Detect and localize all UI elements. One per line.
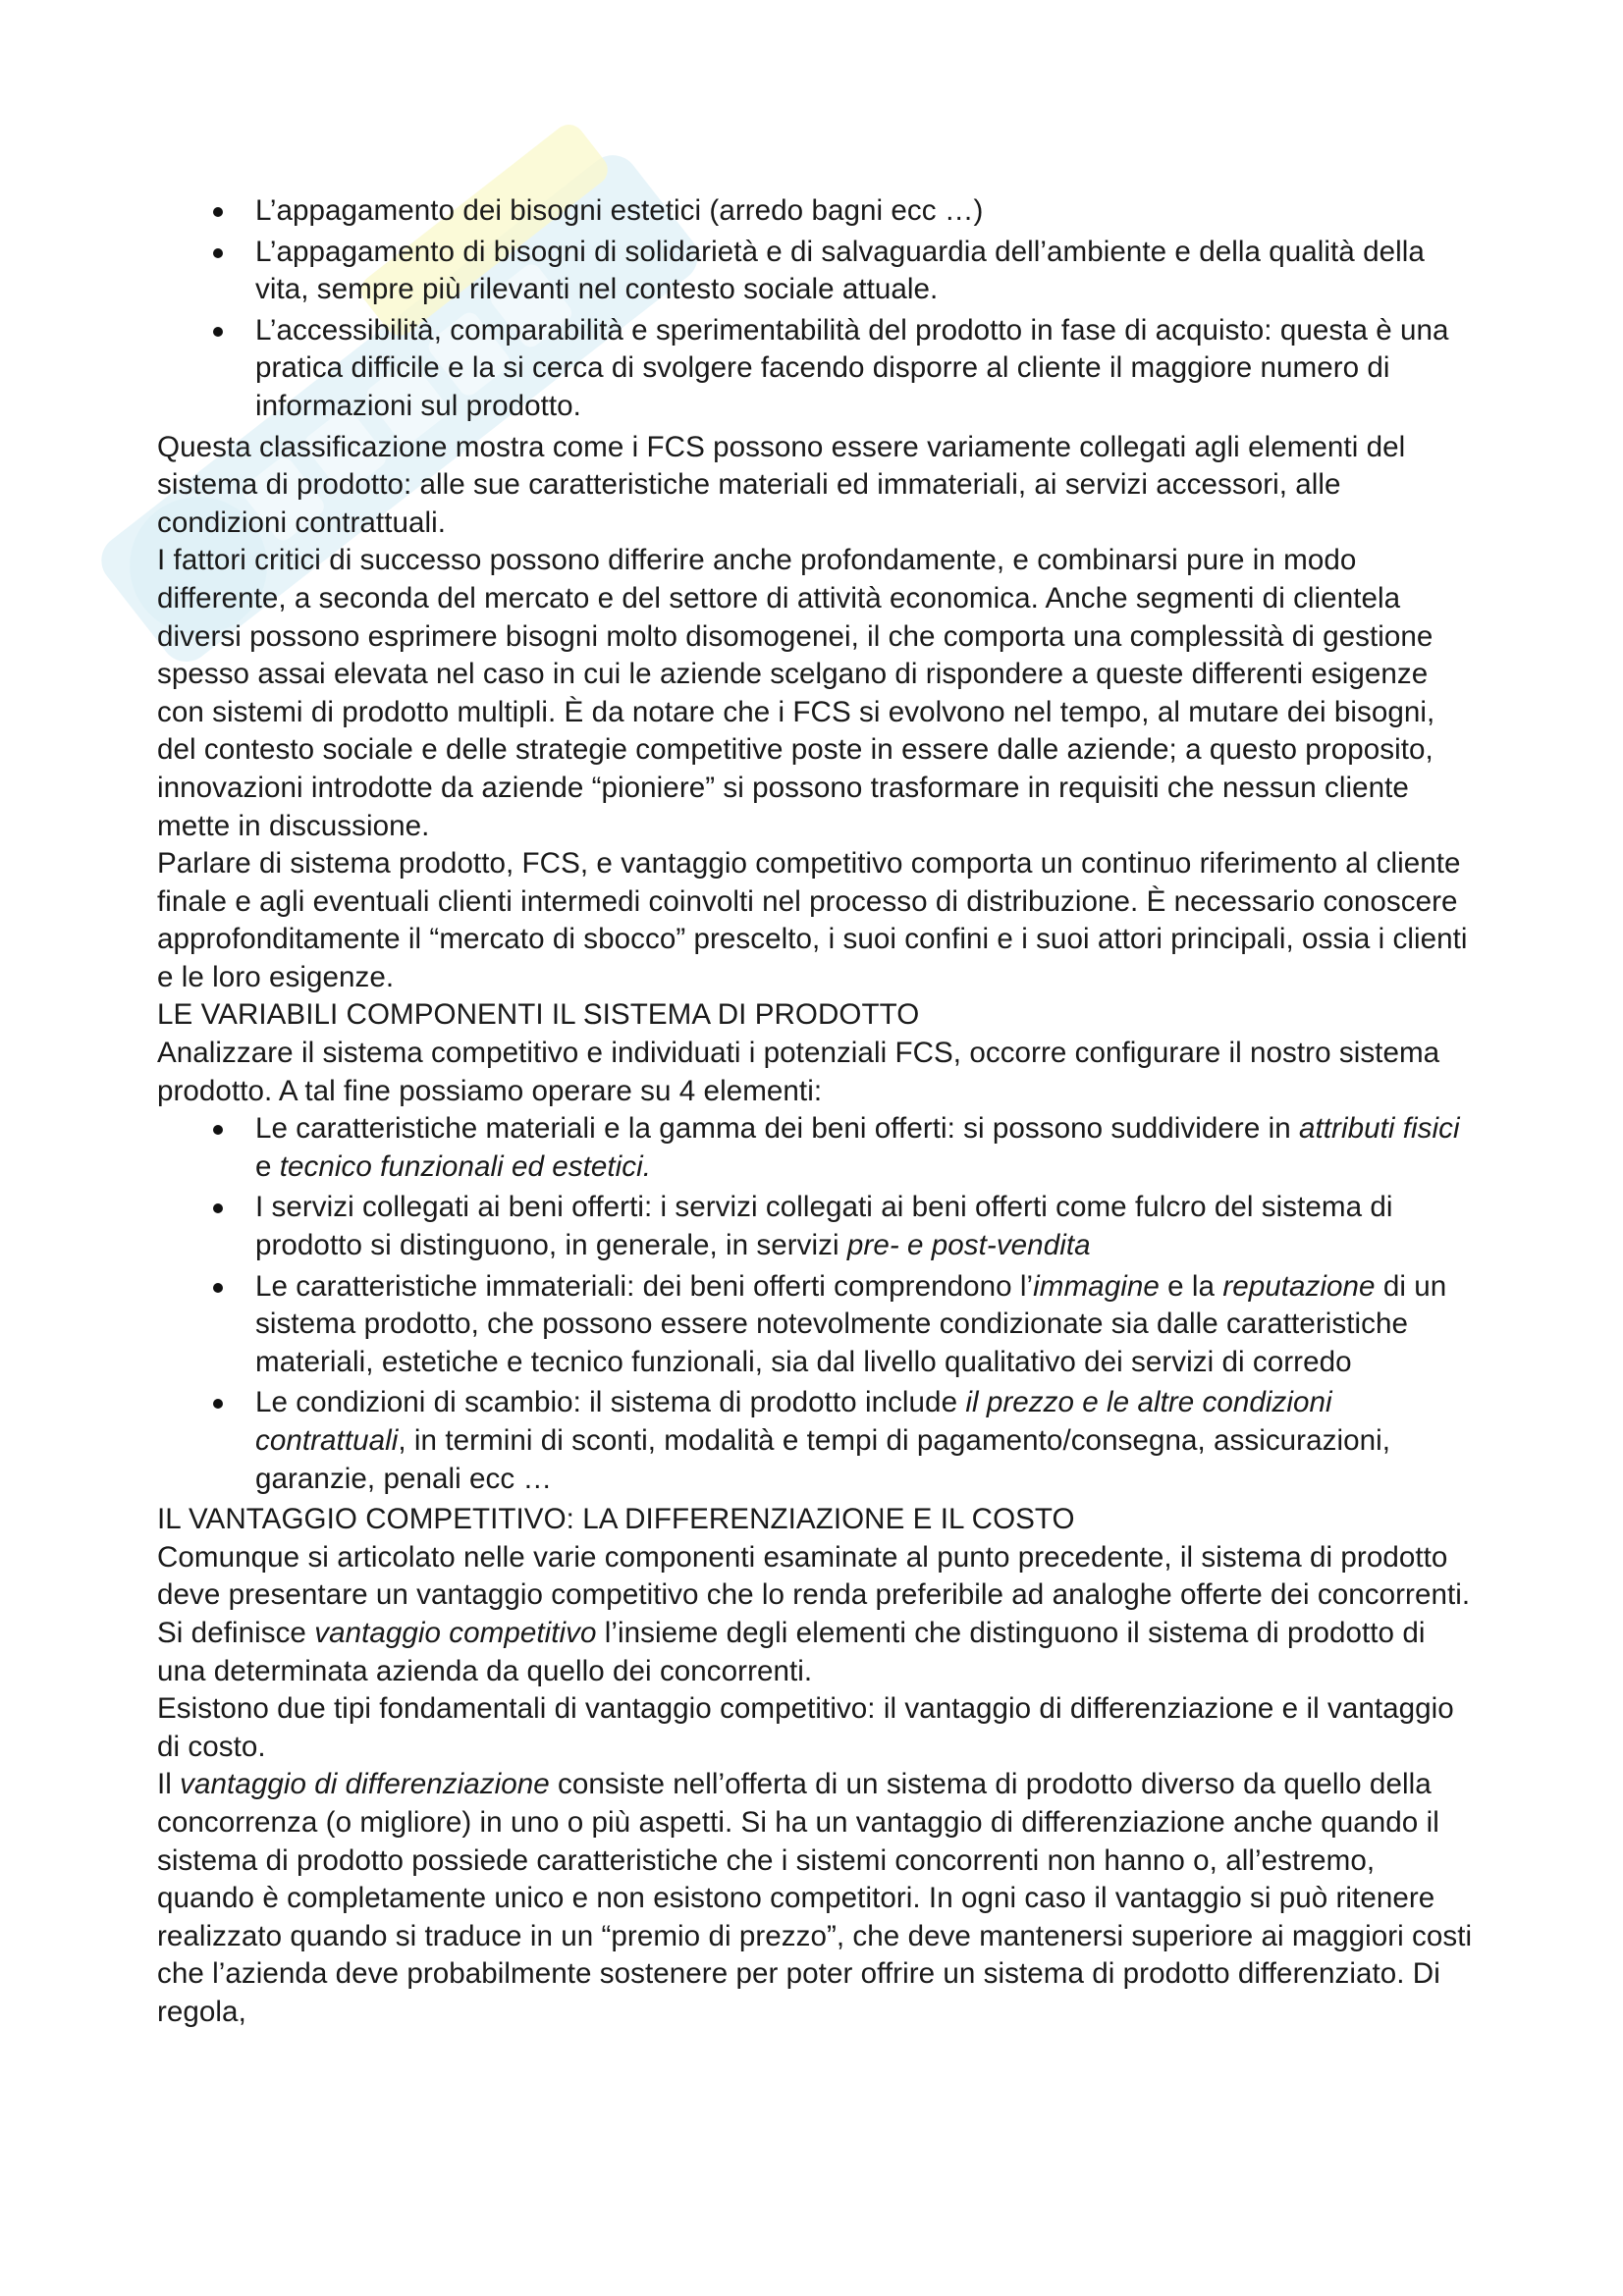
section-heading: LE VARIABILI COMPONENTI IL SISTEMA DI PRODOTTO [157, 998, 920, 1032]
text-span: , in termini di sconti, modalità e tempi di pagamento/consegna, assicurazioni, garanzie, penali ecc … [255, 1424, 1390, 1495]
list-item-text [255, 1386, 1390, 1494]
text-span: Comunque si articolato nelle varie componenti esaminate al punto precedente, il sistema di prodotto deve presentare un vantaggio competitivo che lo renda preferibile ad analoghe offerte dei concorrenti. Si definisce [157, 1540, 1471, 1649]
bullet-icon [213, 327, 223, 337]
italic-text: vantaggio competitivo [314, 1616, 597, 1649]
list-item-text: L’appagamento di bisogni di solidarietà e di salvaguardia dell’ambiente e della qualità della vita, sempre più rilevanti nel contesto sociale attuale. [255, 235, 1425, 306]
text-span: di un sistema prodotto, che possono essere notevolmente condizionate sia dalle caratteristiche materiali, estetiche e tecnico funzionali, sia dal livello qualitativo dei servizi di corredo [255, 1269, 1447, 1378]
bullet-icon [213, 248, 223, 258]
paragraph: Parlare di sistema prodotto, FCS, e vantaggio competitivo comporta un continuo riferimento al cliente finale e agli eventuali clienti intermedi coinvolti nel processo di distribuzione. È necessario conoscere approfonditamente il “mercato di sbocco” prescelto, i suoi confini e i suoi attori principali, ossia i clienti e le loro esigenze. [157, 847, 1468, 993]
bullet-icon [213, 1283, 223, 1293]
italic-text: immagine [1033, 1269, 1160, 1303]
italic-text: attributi fisici [1299, 1112, 1460, 1146]
bullet-icon [213, 1125, 223, 1135]
list-item-text [255, 1112, 1460, 1183]
paragraph [157, 1766, 1478, 2031]
document-body [157, 192, 1478, 2032]
list-item [255, 1110, 1478, 1186]
list-item [255, 234, 1478, 309]
text-span: l’insieme degli elementi che distinguono il sistema di prodotto di una determinata azienda da quello dei concorrenti. [157, 1616, 1426, 1687]
text-span: e la [1159, 1269, 1223, 1303]
bullet-icon [213, 1399, 223, 1409]
list-item [255, 1384, 1478, 1498]
list-item [255, 1189, 1478, 1264]
paragraph: Questa classificazione mostra come i FCS possono essere variamente collegati agli elementi del sistema di prodotto: alle sue caratteristiche materiali ed immateriali, ai servizi accessori, alle condizioni contrattuali. [157, 430, 1406, 539]
text-span: Il [157, 1768, 181, 1801]
bullet-icon [213, 1203, 223, 1213]
list-item [255, 192, 1478, 231]
italic-text: il prezzo e le altre condizioni contrattuali [255, 1386, 1332, 1457]
list-item-text: L’accessibilità, comparabilità e sperimentabilità del prodotto in fase di acquisto: questa è una pratica difficile e la si cerca di svolgere facendo disporre al cliente il maggiore numero di informazioni sul prodotto. [255, 313, 1449, 422]
italic-text: tecnico funzionali ed estetici. [279, 1149, 652, 1183]
paragraph: Analizzare il sistema competitivo e individuati i potenziali FCS, occorre configurare il nostro sistema prodotto. A tal fine possiamo operare su 4 elementi: [157, 1037, 1440, 1107]
list-item [255, 312, 1478, 426]
italic-text: reputazione [1222, 1269, 1376, 1303]
text-span: e [255, 1149, 280, 1183]
section-heading: IL VANTAGGIO COMPETITIVO: LA DIFFERENZIAZIONE E IL COSTO [157, 1503, 1075, 1536]
text-span: Le condizioni di scambio: il sistema di prodotto include [255, 1386, 966, 1419]
paragraph: I fattori critici di successo possono differire anche profondamente, e combinarsi pure in modo differente, a seconda del mercato e del settore di attività economica. Anche segmenti di clientela diversi possono esprimere bisogni molto disomogenei, il che comporta una complessità di gestione spesso assai elevata nel caso in cui le aziende scelgano di rispondere a queste differenti esigenze con sistemi di prodotto multipli. È da notare che i FCS si evolvono nel tempo, al mutare dei bisogni, del contesto sociale e delle strategie competitive poste in essere dalle aziende; a questo proposito, innovazioni introdotte da aziende “pioniere” si possono trasformare in requisiti che nessun cliente mette in discussione. [157, 544, 1435, 842]
italic-text: pre- e post-vendita [846, 1229, 1091, 1262]
text-span: consiste nell’offerta di un sistema di prodotto diverso da quello della concorrenza (o migliore) in uno o più aspetti. Si ha un vantaggio di differenziazione anche quando il sistema di prodotto possiede caratteristiche che i sistemi concorrenti non hanno o, all’estremo, quando è completamente unico e non esistono competitori. In ogni caso il vantaggio si può ritenere realizzato quando si traduce in un “premio di prezzo”, che deve mantenersi superiore ai maggiori costi che l’azienda deve probabilmente sostenere per poter offrire un sistema di prodotto differenziato. Di regola, [157, 1768, 1473, 2028]
text-span: Le caratteristiche materiali e la gamma dei beni offerti: si possono suddividere in [255, 1112, 1299, 1146]
list-item-text: L’appagamento dei bisogni estetici (arredo bagni ecc …) [255, 194, 984, 227]
text-span: Le caratteristiche immateriali: dei beni offerti comprendono l’ [255, 1269, 1034, 1303]
bullet-list-variables [157, 1110, 1478, 1498]
list-item [255, 1268, 1478, 1382]
paragraph: Esistono due tipi fondamentali di vantaggio competitivo: il vantaggio di differenziazione e il vantaggio di costo. [157, 1692, 1454, 1763]
list-item-text [255, 1270, 1446, 1378]
bullet-icon [213, 207, 223, 217]
italic-text: vantaggio di differenziazione [180, 1768, 550, 1801]
paragraph [157, 1539, 1478, 1690]
text-span: I servizi collegati ai beni offerti: i servizi collegati ai beni offerti come fulcro del sistema di prodotto si distinguono, in generale, in servizi [255, 1191, 1393, 1262]
list-item-text [255, 1191, 1393, 1261]
bullet-list-needs [157, 192, 1478, 426]
